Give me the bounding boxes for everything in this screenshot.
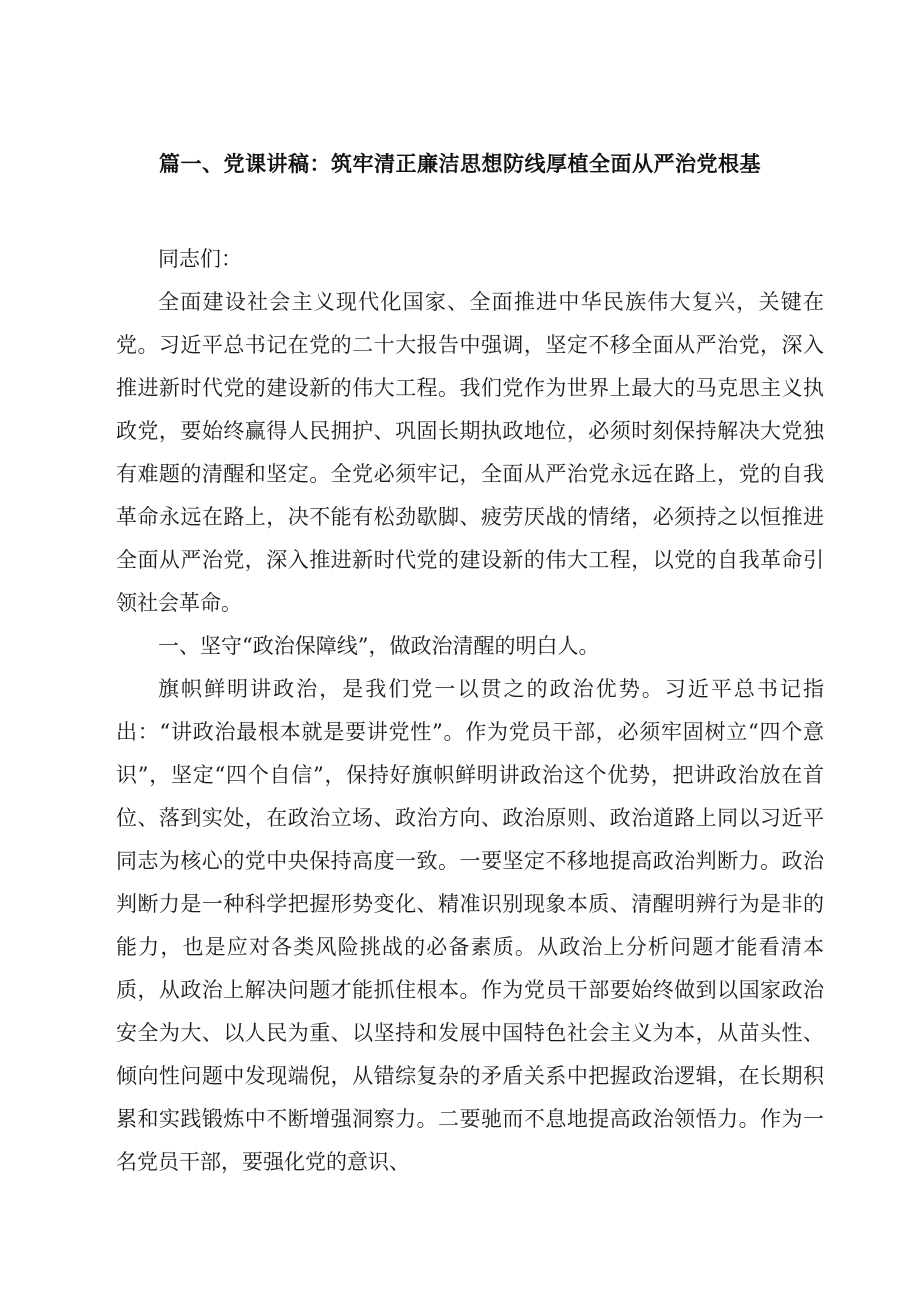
document-title: 篇一、党课讲稿：筑牢清正廉洁思想防线厚植全面从严治党根基 <box>159 152 761 176</box>
paragraph-intro: 全面建设社会主义现代化国家、全面推进中华民族伟大复兴，关键在党。习近平总书记在党的二十大报告中强调，坚定不移全面从严治党，深入推进新时代党的建设新的伟大工程。我们党作为世界上最大的马克思主义执政党，要始终赢得人民拥护、巩固长期执政地位，必须时刻保持解决大党独有难题的清醒和坚定。全党必须牢记，全面从严治党永远在路上，党的自我革命永远在路上，决不能有松劲歇脚、疲劳厌战的情绪，必须持之以恒推进全面从严治党，深入推进新时代党的建设新的伟大工程，以党的自我革命引领社会革命。 <box>116 290 824 615</box>
document-body <box>116 238 824 1184</box>
section-heading-1: 一、坚守“政治保障线”，做政治清醒的明白人。 <box>158 634 600 658</box>
paragraph-section-1: 旗帜鲜明讲政治，是我们党一以贯之的政治优势。习近平总书记指出：“讲政治最根本就是要讲党性”。作为党员干部，必须牢固树立“四个意识”，坚定“四个自信”，保持好旗帜鲜明讲政治这个优势，把讲政治放在首位、落到实处，在政治立场、政治方向、政治原则、政治道路上同以习近平同志为核心的党中央保持高度一致。一要坚定不移地提高政治判断力。政治判断力是一种科学把握形势变化、精准识别现象本质、清醒明辨行为是非的能力，也是应对各类风险挑战的必备素质。从政治上分析问题才能看清本质，从政治上解决问题才能抓住根本。作为党员干部要始终做到以国家政治安全为大、以人民为重、以坚持和发展中国特色社会主义为本，从苗头性、倾向性问题中发现端倪，从错综复杂的矛盾关系中把握政治逻辑，在长期积累和实践锻炼中不断增强洞察力。二要驰而不息地提高政治领悟力。作为一名党员干部，要强化党的意识、 <box>116 677 824 1174</box>
paragraph-salutation: 同志们： <box>158 247 242 271</box>
